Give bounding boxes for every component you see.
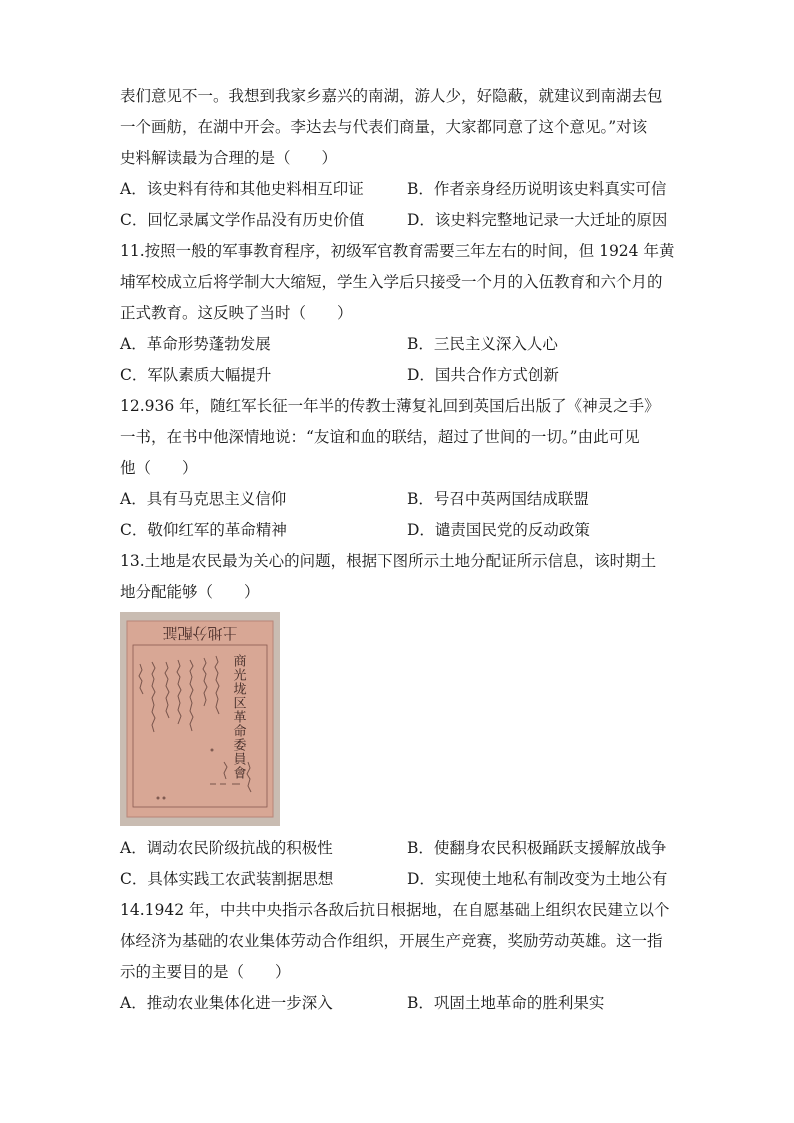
- q14-option-b: B．巩固土地革命的胜利果实: [407, 994, 605, 1012]
- q11-line-1: 11.按照一般的军事教育程序，初级军官教育需要三年左右的时间，但 1924 年黄: [120, 242, 675, 260]
- q11-option-c: C．军队素质大幅提升: [120, 366, 272, 384]
- q10-option-a: A．该史料有待和其他史料相互印证: [120, 180, 364, 198]
- q12-option-a: A．具有马克思主义信仰: [120, 490, 287, 508]
- q11-line-3: 正式教育。这反映了当时（ ）: [120, 304, 353, 322]
- q10-option-b: B．作者亲身经历说明该史料真实可信: [407, 180, 667, 198]
- q12-option-c: C．敬仰红军的革命精神: [120, 521, 287, 539]
- q10-option-d: D．该史料完整地记录一大迁址的原因: [407, 211, 668, 229]
- q11-option-b: B．三民主义深入人心: [407, 335, 558, 353]
- land-certificate-image: [120, 612, 280, 826]
- q12-option-b: B．号召中英两国结成联盟: [407, 490, 589, 508]
- q12-option-d: D．谴责国民党的反动政策: [407, 521, 590, 539]
- certificate-committee: 商光垅区革命委員會: [230, 654, 246, 780]
- q14-line-2: 体经济为基础的农业集体劳动合作组织，开展生产竞赛，奖励劳动英雄。这一指: [120, 932, 663, 950]
- q10-option-c: C．回忆录属文学作品没有历史价值: [120, 211, 365, 229]
- q11-option-a: A．革命形势蓬勃发展: [120, 335, 271, 353]
- q11-line-2: 埔军校成立后将学制大大缩短，学生入学后只接受一个月的入伍教育和六个月的: [120, 273, 663, 291]
- q13-line-1: 13.土地是农民最为关心的问题，根据下图所示土地分配证所示信息，该时期土: [120, 552, 657, 570]
- q12-line-1: 12.936 年，随红军长征一年半的传教士薄复礼回到英国后出版了《神灵之手》: [120, 397, 660, 415]
- q10-line-2: 一个画舫，在湖中开会。李达去与代表们商量，大家都同意了这个意见。”对该: [120, 118, 648, 136]
- q12-line-2: 一书，在书中他深情地说：“友谊和血的联结，超过了世间的一切。”由此可见: [120, 428, 640, 446]
- q10-line-1: 表们意见不一。我想到我家乡嘉兴的南湖，游人少，好隐蔽，就建议到南湖去包: [120, 87, 663, 105]
- q14-line-3: 示的主要目的是（ ）: [120, 963, 291, 981]
- q14-line-1: 14.1942 年，中共中央指示各敌后抗日根据地，在自愿基础上组织农民建立以个: [120, 901, 670, 919]
- q11-option-d: D．国共合作方式创新: [407, 366, 559, 384]
- q13-option-d: D．实现使土地私有制改变为土地公有: [407, 870, 668, 888]
- q14-option-a: A．推动农业集体化进一步深入: [120, 994, 333, 1012]
- q13-option-c: C．具体实践工农武装割据思想: [120, 870, 334, 888]
- q10-line-3: 史料解读最为合理的是（ ）: [120, 149, 338, 167]
- q13-option-b: B．使翻身农民积极踊跃支援解放战争: [407, 839, 667, 857]
- q13-line-2: 地分配能够（ ）: [120, 583, 260, 601]
- certificate-title: 土地分配証: [162, 624, 238, 642]
- q12-line-3: 他（ ）: [120, 459, 198, 477]
- q13-option-a: A．调动农民阶级抗战的积极性: [120, 839, 333, 857]
